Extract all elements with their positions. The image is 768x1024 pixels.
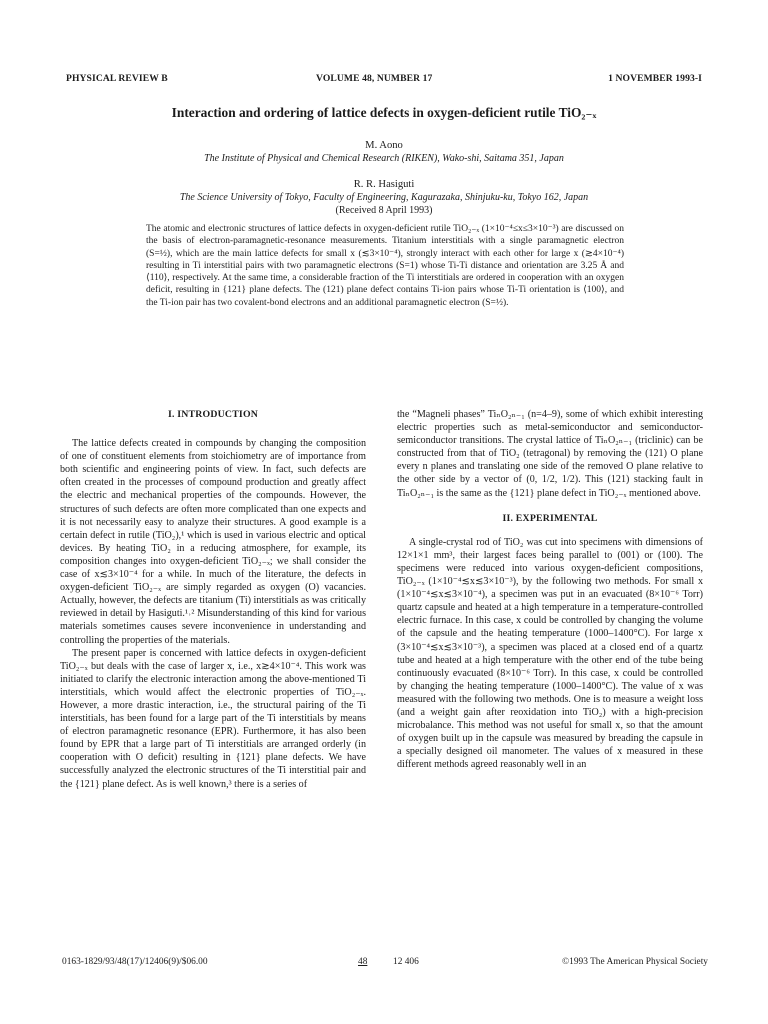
running-head (66, 73, 702, 87)
page-number: 12 406 (393, 957, 419, 967)
author-affiliation: The Institute of Physical and Chemical Research (RIKEN), Wako-shi, Saitama 351, Japan (204, 153, 564, 164)
section-heading: I. INTRODUCTION (167, 409, 259, 420)
issue-date: 1 NOVEMBER 1993-I (608, 73, 702, 84)
right-column (397, 408, 703, 771)
footer-volume: 48 (358, 957, 368, 967)
paragraph: A single-crystal rod of TiO₂ was cut into specimens with dimensions of 12×1×1 mm³, their largest faces being parallel to (001) or (100). The specimens were reduced into various oxygen-deficient compositions, TiO₂₋ₓ (1×10⁻⁴≲x≲3×10⁻³), by the following two methods. For small x (1×10⁻⁴≲x≲3×10⁻⁴), a specimen was put in an evacuated (8×10⁻⁶ Torr) quartz capsule and heated at a high temperature in a temperature-controlled electric furnace. In this case, x could be controlled by changing the volume of the capsule and the heating temperature (1000–1400°C). For large x (3×10⁻⁴≲x≲3×10⁻³), a specimen was placed at a closed end of a quartz tube and heated at a high temperature with the other end of the tube being continuously evacuated (8×10⁻⁶ Torr). In this case, x could be controlled by changing the heating temperature (1000–1400°C). The value of x was measured with the following two methods. One is to measure a weight loss (and a weight gain after reoxidation into TiO₂) with a high-precision microbalance. This method was not useful for small x, so that the amount of oxygen built up in the capsule was measured by breading the capsule in a specially designed oil manometer. The values of x measured in these different methods agreed reasonably well in an (397, 536, 703, 771)
abstract: The atomic and electronic structures of lattice defects in oxygen-deficient rutile TiO₂₋ₓ (1×10⁻⁴≤x≤3×10⁻³) are discussed on the basis of electron-paramagnetic-resonance measurements. Titanium interstitials with a single paramagnetic electron (S=½), which are the main lattice defects for small x (≲3×10⁻⁴), strongly interact with each other for large x (≳4×10⁻⁴) resulting in Ti interstitial pairs with two paramagnetic electrons (S=1) whose Ti-Ti distance and orientation are 3.25 Å and ⟨110⟩, respectively. At the same time, a considerable fraction of the Ti interstitials are ordered in cooperation with an oxygen deficit, resulting in {121} plane defects. The (121) plane defect contains Ti-ion pairs whose Ti-Ti orientation is ⟨100⟩, and the Ti-ion pair has two covalent-bond electrons and an additional paramagnetic electron (S=½). (146, 224, 624, 308)
publication-code: 0163-1829/93/48(17)/12406(9)/$06.00 (62, 957, 208, 967)
volume-number: VOLUME 48, NUMBER 17 (316, 73, 433, 84)
paragraph: the “Magneli phases” TiₙO₂ₙ₋₁ (n=4–9), some of which exhibit interesting electric properties such as metal-semiconductor and semiconductor-semiconductor transitions. The crystal lattice of TiₙO₂ₙ₋₁ (triclinic) can be constructed from that of TiO₂ (tetragonal) by removing the (121) O plane every n planes and translating one side of the removed O plane relative to the other side by a vector of (0, 1/2, 1/2). This (121) stacking fault in TiₙO₂ₙ₋₁ is the same as the {121} plane defect in TiO₂₋ₓ mentioned above. (397, 409, 703, 499)
journal-name: PHYSICAL REVIEW B (66, 73, 168, 84)
page-footer (62, 957, 708, 971)
paragraph: The present paper is concerned with lattice defects in oxygen-deficient TiO₂₋ₓ but deals with the case of larger x, i.e., x≳4×10⁻⁴. This work was initiated to clarify the electronic interaction among the above-mentioned Ti interstitials, which would affect the electronic properties of TiO₂₋ₓ. However, a more drastic interaction, i.e., the structural pairing of the Ti interstitials, has been found for a large part of the Ti interstitials by means of electron paramagnetic resonance (EPR). Furthermore, it has also been found by EPR that a large part of Ti interstitials are arranged orderly (in cooperation with O deficit) resulting in {121} plane defects. We have successfully analyzed the electronic structures of the Ti interstitial pair and the {121} plane defect. As is well known,³ there is a series of (60, 647, 366, 790)
copyright: ©1993 The American Physical Society (562, 957, 708, 967)
received-date: (Received 8 April 1993) (335, 205, 433, 216)
left-column (60, 408, 366, 791)
author-affiliation: The Science University of Tokyo, Faculty of Engineering, Kagurazaka, Shinjuku-ku, Tokyo 162, Japan (179, 192, 589, 203)
author-name: M. Aono (365, 140, 403, 151)
paper-title: Interaction and ordering of lattice defects in oxygen-deficient rutile TiO₂₋ₓ (171, 105, 597, 120)
paragraph: The lattice defects created in compounds by changing the composition of one of constituent elements from stoichiometry are of importance from both scientific and engineering points of view. In fact, such defects are often created in the processes of compound production and greatly affect the electric and mechanical properties of the compounds. However, the structures of such defects are often more complicated than one expects and it is not necessarily easy to analyze their structures. A good example is a certain defect in rutile (TiO₂),¹ which is used in various electric and optical devices. By heating TiO₂ in a reducing atmosphere, for example, its composition changes into oxygen-deficient TiO₂₋ₓ; we shall consider the case of x≲3×10⁻⁴ for a while. In much of the literature, the defects in oxygen-deficient TiO₂₋ₓ are simply regarded as oxygen (O) vacancies. Actually, however, the defects are titanium (Ti) interstitials as was critically reviewed in detail by Hasiguti.¹˒² Misunderstanding of this kind for various materials sometimes causes severe inconvenience in understanding and controlling the properties of the materials. (60, 438, 366, 646)
section-heading: II. EXPERIMENTAL (502, 512, 598, 524)
author-name: R. R. Hasiguti (353, 179, 415, 190)
